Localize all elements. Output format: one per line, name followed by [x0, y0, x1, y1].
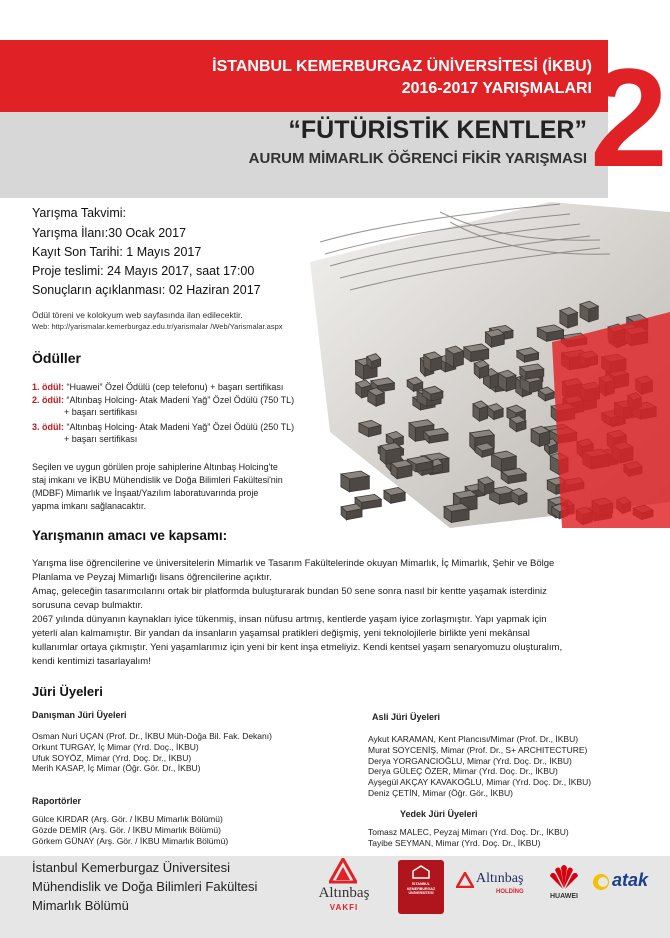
competition-title: “FÜTÜRİSTİK KENTLER” — [288, 116, 587, 144]
award-text: “Altınbaş Holcing- Atak Madeni Yağ” Özel Ödülü (250 TL) — [66, 422, 295, 432]
internship-line: Seçilen ve uygun görülen proje sahiplerine Altınbaş Holcing'te — [32, 462, 278, 472]
main-jury-list — [368, 734, 591, 799]
jury-member: Aykut KARAMAN, Kent Plancısı/Mimar (Prof. Dr., İKBU) — [368, 734, 579, 744]
jury-member: Ayşegül AKÇAY KAVAKOĞLU, Mimar (Yrd. Doç. Dr., İKBU) — [368, 777, 592, 788]
city-model-photo — [300, 202, 670, 528]
award-rank: 2. ödül: — [32, 395, 64, 405]
award-item — [32, 395, 294, 405]
model-block — [490, 374, 498, 389]
altinbas-holding-icon — [456, 872, 474, 888]
award-extra: + başarı sertifikası — [64, 434, 138, 444]
schedule-heading: Yarışma Takvimi: — [32, 206, 127, 220]
jury-member: Gülce KIRDAR (Arş. Gör. / İKBU Mimarlık Bölümü) — [32, 814, 223, 824]
altinbas-holding-logo — [456, 870, 534, 904]
rapporteurs-list — [32, 814, 228, 846]
header-red-band — [0, 40, 608, 112]
award-rank: 3. ödül: — [32, 422, 64, 432]
substitute-jury-heading: Yedek Jüri Üyeleri — [400, 809, 478, 819]
university-title: İSTANBUL KEMERBURGAZ ÜNİVERSİTESİ (İKBU) — [212, 58, 592, 75]
jury-member: Murat SOYCENİŞ, Mimar (Prof. Dr., S+ ARCHITECTURE) — [368, 744, 588, 755]
jury-heading: Jüri Üyeleri — [32, 684, 103, 699]
award-text: “Huawei” Özel Ödülü (cep telefonu) + başarı sertifikası — [66, 382, 284, 392]
competition-subtitle: AURUM MİMARLIK ÖĞRENCİ FİKİR YARIŞMASI — [248, 150, 587, 167]
model-block — [480, 406, 488, 421]
internship-line: staj imkanı ve İKBU Mühendislik ve Doğa Bilimleri Fakültesi'nin — [32, 475, 283, 485]
jury-member: Osman Nuri UÇAN (Prof. Dr., İKBU Müh-Doğa Bil. Fak. Dekanı) — [32, 731, 272, 741]
model-block — [589, 306, 598, 322]
ceremony-note: Ödül töreni ve kolokyum web sayfasında ilan edilecektir. — [32, 310, 243, 320]
main-jury-heading: Asli Jüri Üyeleri — [372, 712, 441, 722]
advisory-jury-heading: Danışman Jüri Üyeleri — [32, 710, 127, 720]
model-block — [454, 351, 464, 367]
jury-member: Deniz ÇETİN, Mimar (Öğr. Gör., İKBU) — [368, 787, 513, 798]
huawei-flower-icon — [548, 862, 580, 890]
model-block — [568, 312, 578, 328]
huawei-logo — [544, 862, 584, 906]
purpose-line: Yarışma lise öğrencilerine ve üniversitelerin Mimarlık ve Tasarım Fakültelerinde okuyan Mimarlık, İç Mimarlık, Şehir ve Bölge — [32, 558, 555, 569]
jury-member: Tomasz MALEC, Peyzaj Mimarı (Yrd. Doç. Dr., İKBU) — [368, 827, 569, 837]
jury-member: Derya YORGANCIOĞLU, Mimar (Yrd. Doç. Dr., İKBU) — [368, 755, 572, 766]
faculty-line: Mühendislik ve Doğa Bilimleri Fakültesi — [32, 879, 258, 894]
altinbas-vakfi-logo — [304, 856, 384, 920]
model-block — [539, 431, 549, 446]
award-rank: 1. ödül: — [32, 382, 64, 392]
jury-member: Orkunt TURGAY, İç Mimar (Yrd. Doç., İKBU) — [32, 741, 199, 752]
internship-line: yapma imkanı sağlanacaktır. — [32, 501, 147, 511]
jury-member: Tayibe SEYMAN, Mimar (Yrd. Doç. Dr., İKBU) — [368, 837, 541, 848]
model-block — [501, 456, 516, 471]
schedule-item: Proje teslimi: 24 Mayıs 2017, saat 17:00 — [32, 264, 255, 278]
competition-number: 2 — [590, 39, 668, 196]
altinbas-holding-sub: HOLDİNG — [496, 889, 524, 895]
purpose-line: sorusuna cevap bulmaktır. — [32, 600, 143, 611]
model-block — [431, 357, 442, 372]
jury-member: Ufuk SOYÖZ, Mimar (Yrd. Doç. Dr., İKBU) — [32, 752, 192, 763]
internship-line: (MDBF) Mimarlık ve İnşaat/Yazılım laboratuvarında proje — [32, 488, 259, 498]
award-item — [32, 382, 283, 392]
purpose-line: yeterli alan kalmamıştır. Bir yandan da insanların yaşamsal pratikleri değişmiş, yeni teknolojilerle birlikte yeni mekânsal — [32, 628, 530, 639]
model-block — [506, 375, 515, 391]
schedule-item: Sonuçların açıklanması: 02 Haziran 2017 — [32, 283, 261, 297]
award-extra: + başarı sertifikası — [64, 407, 138, 417]
purpose-line: kullanımlar ortaya çıkmıştır. Yeni yaşamlarımız için yeni bir kent inşa etmeliyiz. Kendi kentsel yaşam senaryomuzu oluşturalım, — [32, 642, 563, 653]
altinbas-triangle-icon — [329, 858, 357, 884]
faculty-line: İstanbul Kemerburgaz Üniversitesi — [32, 860, 230, 875]
schedule-item: Kayıt Son Tarihi: 1 Mayıs 2017 — [32, 245, 202, 259]
purpose-heading: Yarışmanın amacı ve kapsamı: — [32, 528, 228, 543]
ikbu-logo-text: İSTANBUL KEMERBURGAZ ÜNİVERSİTESİ — [406, 882, 436, 895]
atak-logo — [592, 870, 666, 896]
jury-member: Gözde DEMİR (Arş. Gör. / İKBU Mimarlık Bölümü) — [32, 824, 221, 835]
schedule-item: Yarışma İlanı:30 Ocak 2017 — [32, 226, 187, 240]
jury-member: Görkem GÜNAY (Arş. Gör. / İKBU Mimarlık Bölümü) — [32, 835, 229, 846]
altinbas-vakfi-name: Altınbaş — [318, 885, 370, 901]
purpose-line: 2067 yılında dünyanın kaynakları iyice tükenmiş, insan nüfusu artmış, kentlerde yaşam iyice zorlaşmıştır. Yapı yapmak için — [32, 614, 547, 625]
competition-years: 2016-2017 YARIŞMALARI — [401, 80, 592, 97]
altinbas-vakfi-sub: VAKFI — [329, 903, 359, 912]
faculty-line: Mimarlık Bölümü — [32, 898, 129, 913]
rapporteurs-heading: Raportörler — [32, 796, 82, 806]
purpose-line: Planlama ve Peyzaj Mimarlığı lisans öğrencilerine açıktır. — [32, 572, 272, 583]
model-block — [349, 476, 369, 492]
atak-sun-icon — [592, 873, 610, 891]
atak-name: atak — [612, 870, 649, 890]
huawei-name: HUAWEI — [550, 893, 578, 900]
awards-heading: Ödüller — [32, 350, 82, 366]
altinbas-holding-name: Altınbaş — [476, 871, 524, 886]
web-link[interactable]: Web: http://yarismalar.kemerburgaz.edu.tr/yarismalar /Web/Yarismalar.aspx — [32, 322, 283, 331]
purpose-line: kendi kentimizi tasarlayalım! — [32, 656, 151, 667]
jury-member: Derya GÜLEÇ ÖZER, Mimar (Yrd. Doç. Dr., İKBU) — [368, 766, 558, 777]
jury-member: Merih KASAP, İç Mimar (Öğr. Gör. Dr., İKBU) — [32, 763, 201, 774]
substitute-jury-list — [368, 827, 569, 849]
award-item — [32, 422, 294, 432]
ikbu-crest-icon — [411, 865, 431, 879]
advisory-jury-list — [32, 731, 272, 774]
purpose-line: Amaç, geleceğin tasarımcılarını ortak bir platformda buluşturarak bundan 50 sene sonra nasıl bir kentte yaşamak isterdiniz — [32, 586, 547, 597]
award-text: “Altınbaş Holcing- Atak Madeni Yağ” Özel Ödülü (750 TL) — [66, 395, 295, 405]
ikbu-logo — [398, 860, 444, 914]
